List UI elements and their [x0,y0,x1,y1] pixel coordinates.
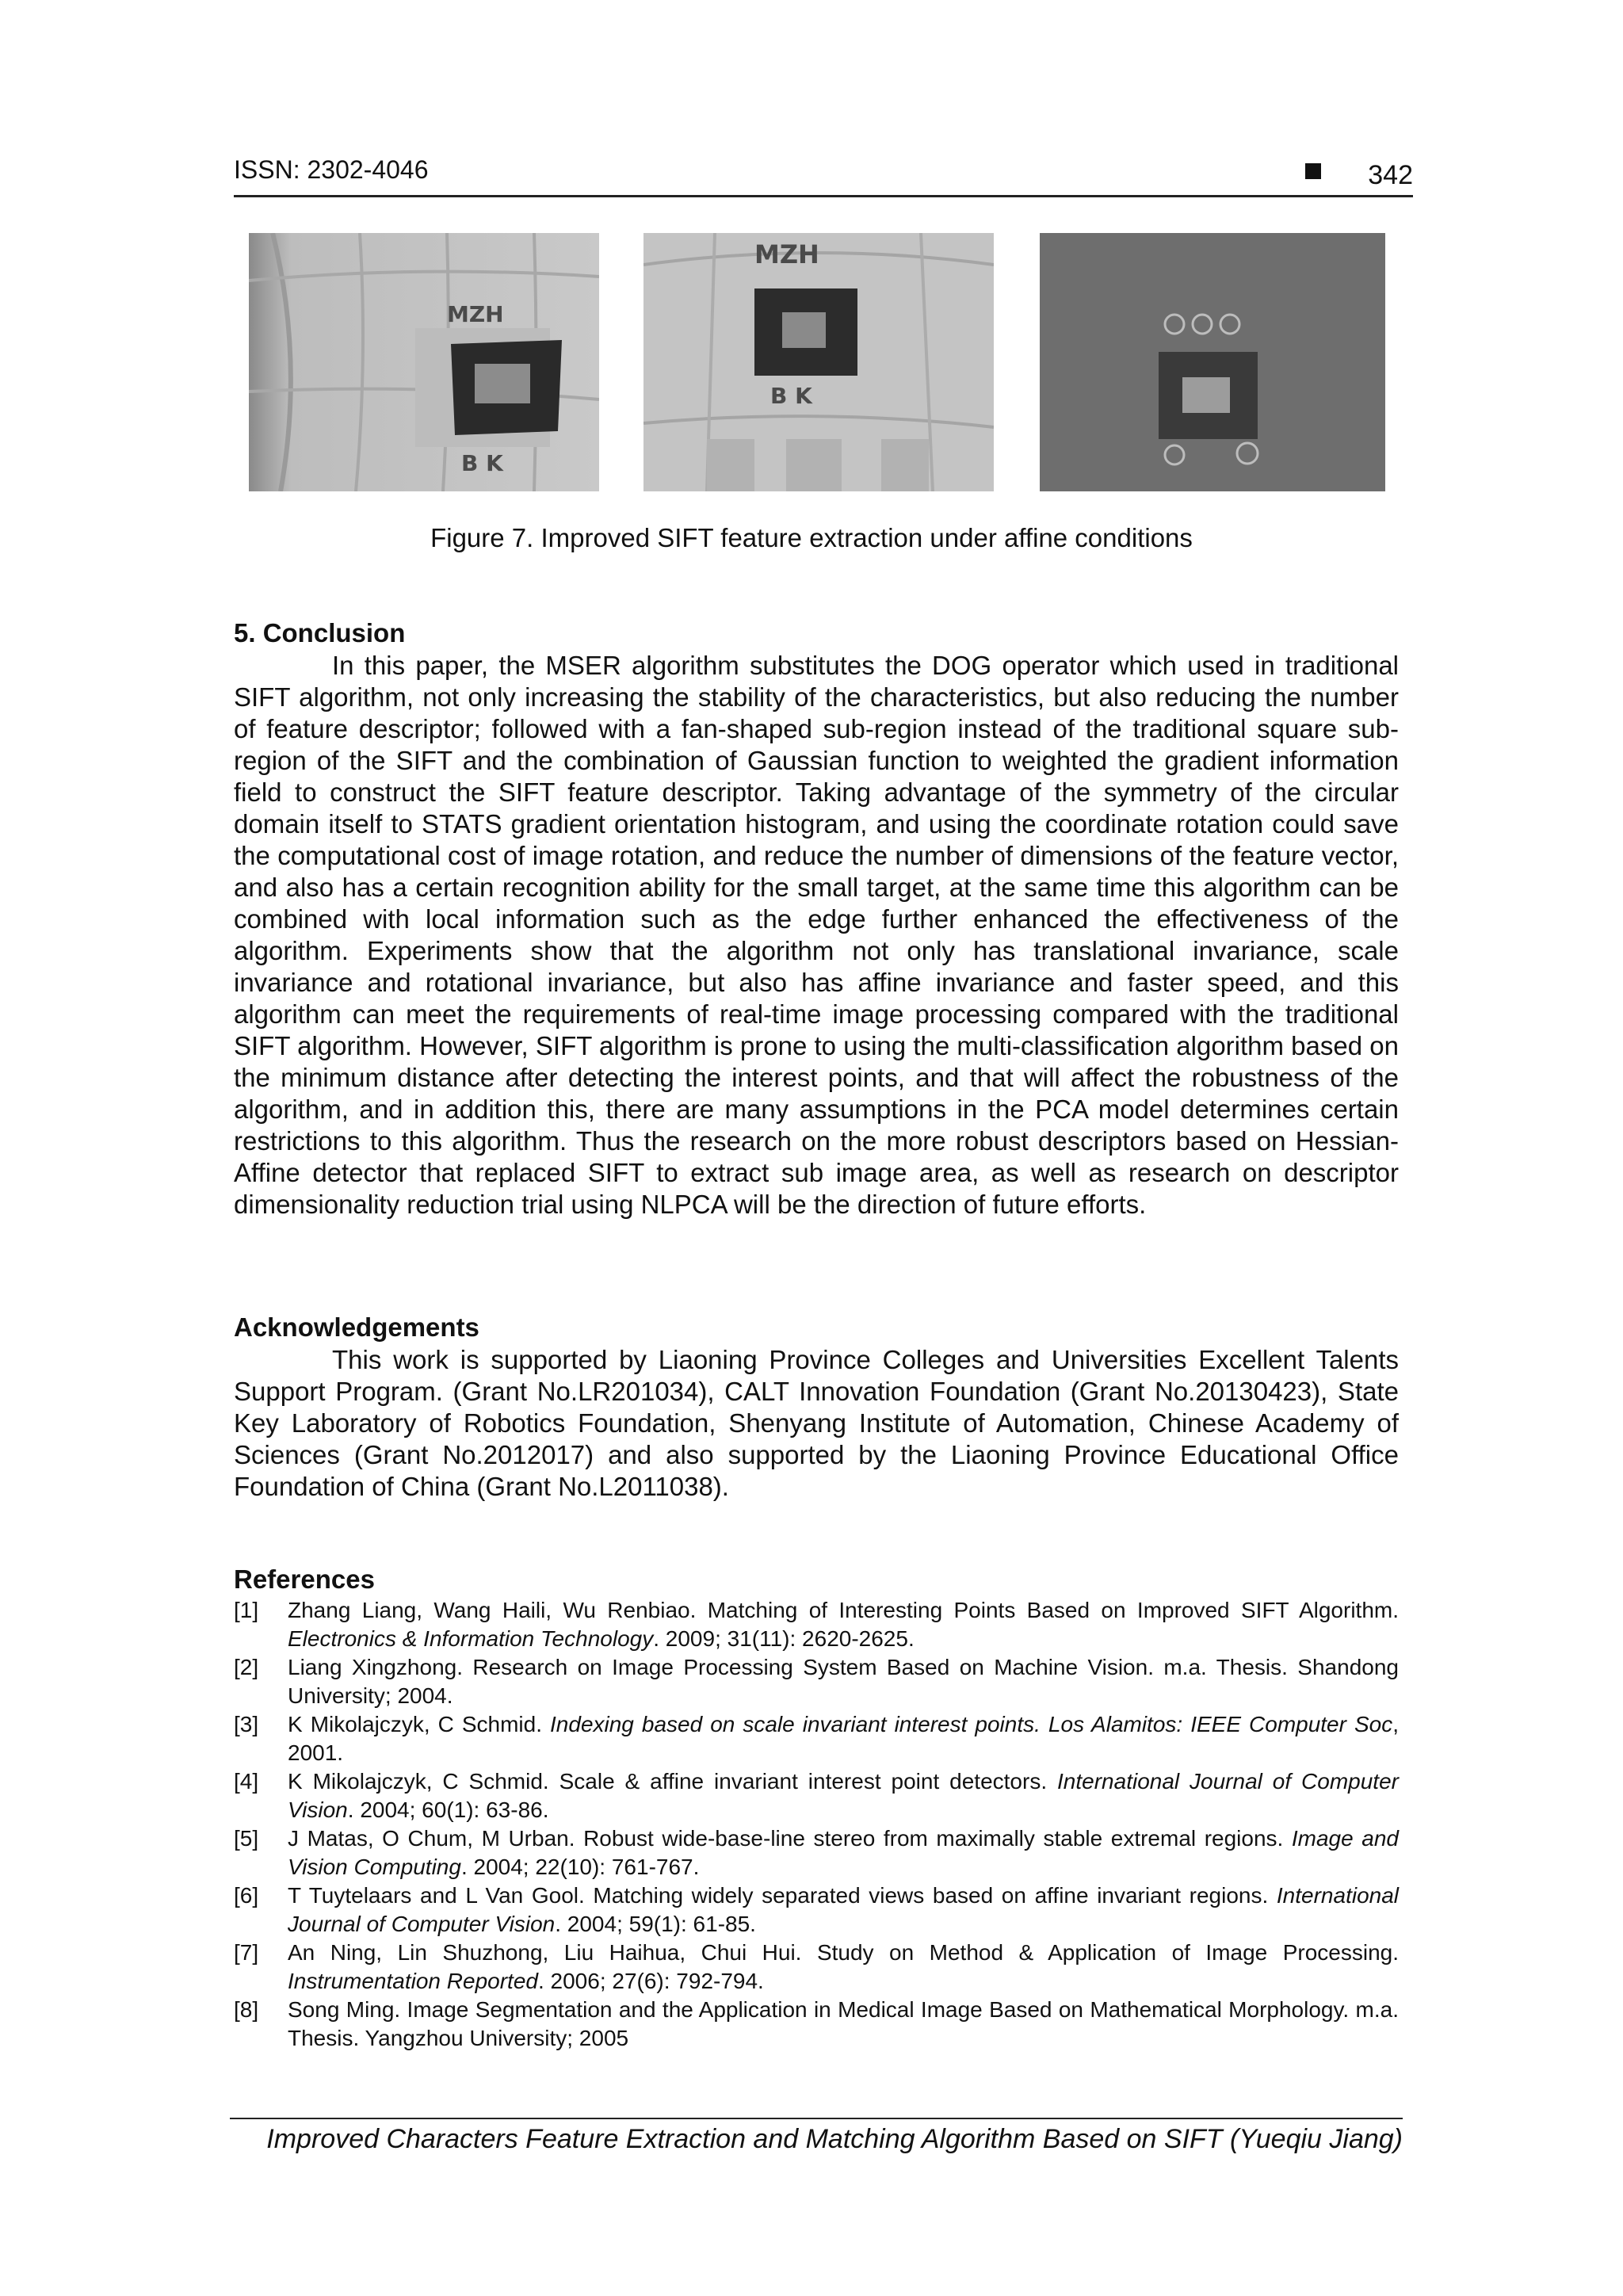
reference-number: [5] [234,1826,259,1851]
figure-caption: Figure 7. Improved SIFT feature extraction under affine conditions [430,523,1193,552]
reference-text: K Mikolajczyk, C Schmid. [288,1712,551,1736]
figure-image-2-letters-top: MZH [754,239,819,269]
reference-details: . 2004; 59(1): 61-85. [555,1912,756,1936]
reference-journal: International Journal of Computer Vision [288,1769,1399,1822]
reference-list [234,1596,1399,2053]
figure-image-2 [643,233,994,491]
reference-journal: Instrumentation Reported [288,1969,538,1993]
figure-image-2-letters-bottom: B K [770,383,812,409]
page-header [234,152,1413,197]
page-footer: Improved Characters Feature Extraction and Matching Algorithm Based on SIFT (Yueqiu Jiang) [230,2118,1403,2155]
figure-image-1 [249,233,599,491]
reference-journal: International Journal of Computer Vision [288,1883,1399,1936]
references-heading: References [234,1564,375,1594]
reference-details: . 2004; 22(10): 761-767. [460,1855,700,1879]
reference-journal: Electronics & Information Technology [288,1626,654,1651]
reference-item [234,1653,1399,1710]
reference-item [234,1996,1399,2053]
reference-number: [6] [234,1883,259,1908]
reference-item [234,1824,1399,1881]
square-bullet-icon [1305,163,1321,179]
reference-text: Liang Xingzhong. Research on Image Processing System Based on Machine Vision. m.a. Thesis. Shandong University; 2004. [288,1655,1399,1708]
reference-item [234,1596,1399,1653]
reference-details: . 2009; 31(11): 2620-2625. [653,1626,915,1651]
reference-text: Zhang Liang, Wang Haili, Wu Renbiao. Matching of Interesting Points Based on Improved SIFT Algorithm. [288,1598,1399,1622]
reference-item [234,1710,1399,1767]
reference-number: [7] [234,1940,259,1965]
reference-text: K Mikolajczyk, C Schmid. Scale & affine invariant interest point detectors. [288,1769,1058,1794]
reference-number: [2] [234,1655,259,1679]
reference-journal: Image and Vision Computing [288,1826,1399,1879]
reference-text: Song Ming. Image Segmentation and the Application in Medical Image Based on Mathematical Morphology. m.a. Thesis. Yangzhou University; 2005 [288,1997,1399,2050]
reference-item [234,1881,1399,1939]
acknowledgements-heading: Acknowledgements [234,1312,479,1342]
reference-details: . 2004; 60(1): 63-86. [347,1797,549,1822]
reference-number: [3] [234,1712,259,1736]
conclusion-paragraph: In this paper, the MSER algorithm substitutes the DOG operator which used in traditional SIFT algorithm, not only increasing the stability of the characteristics, but also reducing the number of feature descriptor; followed with a fan-shaped sub-region instead of the traditional square sub-region of the SIFT and the combination of Gaussian function to weighted the gradient information field to construct the SIFT feature descriptor. Taking advantage of the symmetry of the circular domain itself to STATS gradient orientation histogram, and using the coordinate rotation could save the computational cost of image rotation, and reduce the number of dimensions of the feature vector, and also has a certain recognition ability for the small target, at the same time this algorithm can be combined with local information such as the edge further enhanced the effectiveness of the algorithm. Experiments show that the algorithm not only has translational invariance, scale invariance and rotational invariance, but also has affine invariance and faster speed, and this algorithm can meet the requirements of real-time image processing compared with the traditional SIFT algorithm. However, SIFT algorithm is prone to using the multi-classification algorithm based on the minimum distance after detecting the interest points, and that will affect the robustness of the algorithm, and in addition this, there are many assumptions in the PCA model determines certain restrictions to this algorithm. Thus the research on the more robust descriptors based on Hessian-Affine detector that replaced SIFT to extract sub image area, as well as research on descriptor dimensionality reduction trial using NLPCA will be the direction of future efforts. [234,651,1399,1219]
issn-label: ISSN: 2302-4046 [234,155,429,184]
reference-details: , 2001. [288,1712,1399,1765]
reference-number: [8] [234,1997,259,2022]
page-number: 342 [1368,160,1413,190]
figure-image-1-letters-bottom: B K [461,450,503,476]
reference-text: J Matas, O Chum, M Urban. Robust wide-base-line stereo from maximally stable extremal regions. [288,1826,1292,1851]
reference-text: T Tuytelaars and L Van Gool. Matching widely separated views based on affine invariant regions. [288,1883,1277,1908]
reference-text: An Ning, Lin Shuzhong, Liu Haihua, Chui Hui. Study on Method & Application of Image Processing. [288,1940,1399,1965]
acknowledgements-paragraph: This work is supported by Liaoning Province Colleges and Universities Excellent Talents Support Program. (Grant No.LR201034), CALT Innovation Foundation (Grant No.20130423), State Key Laboratory of Robotics Foundation, Shenyang Institute of Automation, Chinese Academy of Sciences (Grant No.2012017) and also supported by the Liaoning Province Educational Office Foundation of China (Grant No.L2011038). [234,1345,1399,1501]
reference-item [234,1767,1399,1824]
conclusion-heading: 5. Conclusion [234,618,406,648]
figure-image-1-letters-top: MZH [447,301,504,327]
reference-number: [4] [234,1769,259,1794]
reference-number: [1] [234,1598,259,1622]
reference-details: . 2006; 27(6): 792-794. [537,1969,764,1993]
reference-journal: Indexing based on scale invariant interest points. Los Alamitos: IEEE Computer Soc [550,1712,1393,1736]
reference-item [234,1939,1399,1996]
figure-image-3 [1040,233,1385,491]
